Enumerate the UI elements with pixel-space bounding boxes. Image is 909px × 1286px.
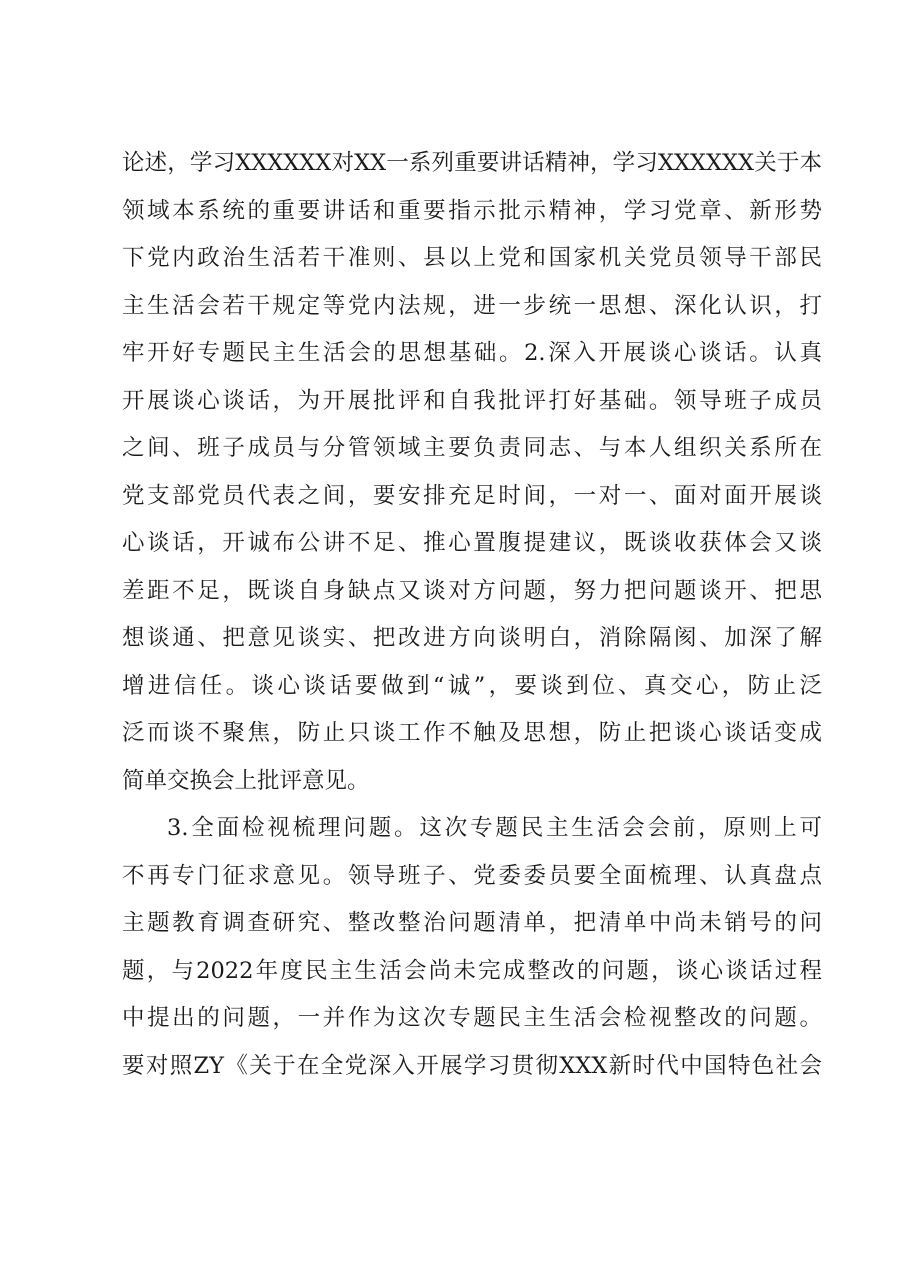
paragraph-line: 要对照ZY《关于在全党深入开展学习贯彻XXX新时代中国特色社会	[122, 1052, 822, 1079]
paragraph-line: 主题教育调查研究、整改整治问题清单，把清单中尚未销号的问	[122, 910, 822, 936]
paragraph-2	[122, 805, 822, 1090]
paragraph-line: 之间、班子成员与分管领域主要负责同志、与本人组织关系所在	[122, 435, 822, 461]
paragraph-1	[122, 140, 822, 805]
paragraph-line: 不再专门征求意见。领导班子、党委委员要全面梳理、认真盘点	[122, 862, 822, 889]
paragraph-line: 想谈通、把意见谈实、把改进方向谈明白，消除隔阂、加深了解	[122, 625, 822, 651]
paragraph-line: 牢开好专题民主生活会的思想基础。2.深入开展谈心谈话。认真	[122, 340, 822, 366]
paragraph-line: 中提出的问题，一并作为这次专题民主生活会检视整改的问题。	[122, 1005, 822, 1031]
paragraph-line: 差距不足，既谈自身缺点又谈对方问题，努力把问题谈开、把思	[122, 577, 822, 604]
paragraph-line: 党支部党员代表之间，要安排充足时间，一对一、面对面开展谈	[122, 482, 822, 509]
document-body	[122, 140, 822, 1090]
paragraph-line: 领域本系统的重要讲话和重要指示批示精神，学习党章、新形势	[122, 197, 822, 224]
paragraph-line: 心谈话，开诚布公讲不足、推心置腹提建议，既谈收获体会又谈	[122, 530, 822, 556]
paragraph-line: 主生活会若干规定等党内法规，进一步统一思想、深化认识，打	[122, 292, 822, 319]
paragraph-line: 题，与2022年度民主生活会尚未完成整改的问题，谈心谈话过程	[122, 957, 822, 984]
paragraph-line: 开展谈心谈话，为开展批评和自我批评打好基础。领导班子成员	[122, 387, 822, 414]
paragraph-line: 简单交换会上批评意见。	[122, 767, 370, 794]
paragraph-line: 下党内政治生活若干准则、县以上党和国家机关党员领导干部民	[122, 245, 822, 271]
paragraph-line: 论述，学习XXXXXX对XX一系列重要讲话精神，学习XXXXXX关于本	[122, 150, 822, 176]
paragraph-line: 增进信任。谈心谈话要做到“诚”，要谈到位、真交心，防止泛	[122, 672, 822, 699]
paragraph-line: 泛而谈不聚焦，防止只谈工作不触及思想，防止把谈心谈话变成	[122, 720, 822, 746]
paragraph-line: 3.全面检视梳理问题。这次专题民主生活会会前，原则上可	[167, 815, 822, 841]
